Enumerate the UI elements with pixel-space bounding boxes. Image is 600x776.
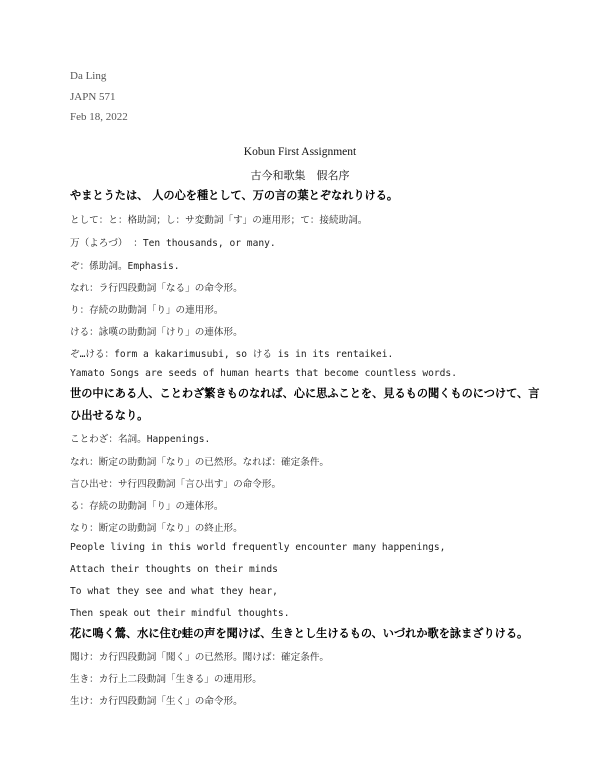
note-line: 生き：カ行上二段動詞「生きる」の連用形。 bbox=[70, 674, 262, 685]
translation-line: To what they see and what they hear, bbox=[70, 586, 278, 597]
note-line: 万（よろづ） ：Ten thousands, or many. bbox=[70, 238, 276, 249]
author-name: Da Ling bbox=[70, 70, 107, 82]
document-subtitle: 古今和歌集 假名序 bbox=[250, 169, 350, 182]
document-title: Kobun First Assignment bbox=[243, 146, 357, 158]
note-line: る：存続の助動詞「り」の連体形。 bbox=[70, 501, 224, 512]
note-line: なれ：ラ行四段動詞「なる」の命令形。 bbox=[70, 283, 243, 294]
note-line: として：と：格助詞；し：サ変動詞「す」の連用形；て：接続助詞。 bbox=[70, 215, 368, 226]
note-line: なり：断定の助動詞「なり」の終止形。 bbox=[70, 523, 243, 534]
verse-line: ひ出せるなり。 bbox=[70, 409, 149, 422]
note-line: 聞け：カ行四段動詞「聞く」の已然形。聞けば：確定条件。 bbox=[70, 652, 330, 663]
note-line: 言ひ出せ：サ行四段動詞「言ひ出す」の命令形。 bbox=[70, 479, 282, 490]
verse-line: 世の中にある人、ことわざ繁きものなれば、心に思ふことを、見るもの聞くものにつけて、言 bbox=[70, 387, 540, 400]
date: Feb 18, 2022 bbox=[70, 111, 128, 123]
note-line: ぞ…ける：form a kakarimusubi, so ける is in its rentaikei. bbox=[70, 349, 394, 360]
note-line: なれ：断定の助動詞「なり」の已然形。なれば：確定条件。 bbox=[70, 457, 330, 468]
translation-line: Then speak out their mindful thoughts. bbox=[70, 608, 290, 619]
note-line: 生け：カ行四段動詞「生く」の命令形。 bbox=[70, 696, 243, 707]
note-line: り：存続の助動詞「り」の連用形。 bbox=[70, 305, 224, 316]
verse-line: 花に鳴く鶯、水に住む蛙の声を聞けば、生きとし生けるもの、いづれか歌を詠まざりける。 bbox=[70, 627, 529, 640]
translation-line: People living in this world frequently encounter many happenings, bbox=[70, 542, 446, 553]
verse-line: やまとうたは、 人の心を種として、万の言の葉とぞなれりける。 bbox=[70, 189, 399, 202]
note-line: ことわざ：名詞。Happenings. bbox=[70, 434, 211, 445]
translation-line: Yamato Songs are seeds of human hearts that become countless words. bbox=[70, 368, 457, 379]
course-code: JAPN 571 bbox=[70, 91, 116, 103]
translation-line: Attach their thoughts on their minds bbox=[70, 564, 278, 575]
note-line: ける：詠嘆の助動詞「けり」の連体形。 bbox=[70, 327, 243, 338]
note-line: ぞ：係助詞。Emphasis. bbox=[70, 261, 180, 272]
